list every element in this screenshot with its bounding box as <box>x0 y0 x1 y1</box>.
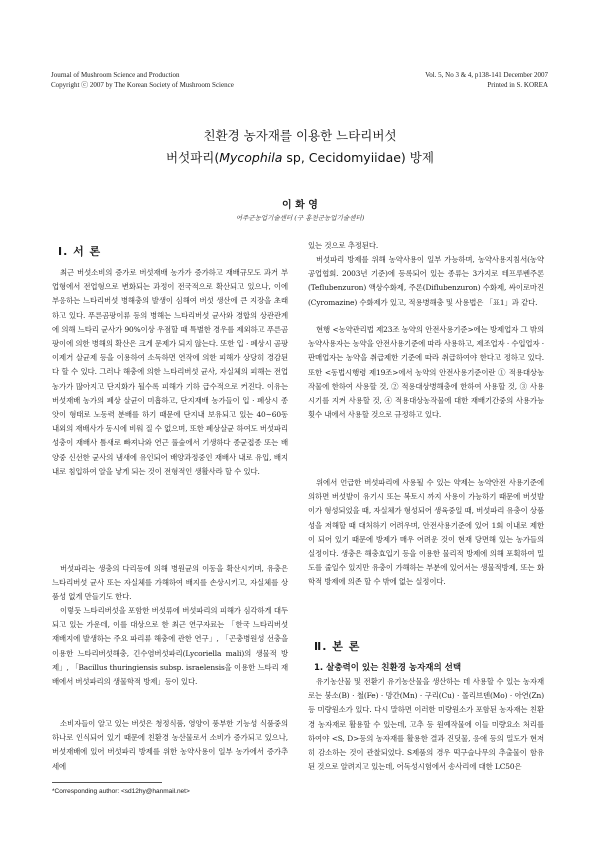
title-pre: 버섯파리( <box>166 150 220 165</box>
intro-paragraph-2: 버섯파리는 생충의 다리등에 의해 병원균의 이동을 확산시키며, 유충은 느타리버섯 균사 또는 자실체를 가해하여 배지를 손상시키고, 자실체를 상품성 없게 만들기도 한다. <box>52 564 288 602</box>
subsection-1-heading: 1. 살충력이 있는 친환경 농자재의 선택 <box>314 663 462 673</box>
title-line-2 <box>0 148 600 166</box>
intro-paragraph-1: 최근 버섯소비의 증가로 버섯재배 농가가 증가하고 재배규모도 과거 부업형에서 전업형으로 변화되는 과정이 전국적으로 확산되고 있으나, 이에 부응하는 느타리버섯 병해충의 발생이 심해여 버섯 생산에 큰 지장을 초래하고 있다. 푸른곰팡이류 등의 병해는 느타리버섯 균사와 경합의 상관관계에 의해 느타리 균사가 90%이상 우점할 때 특별한 경우를 제외하고 푸른곰팡이에 의한 병해의 확산은 크게 문제가 되지 않는다. 또한 입 · 폐상시 곰팡이제거 살균제 등을 이용하여 소독하면 연작에 의한 피해가 상당히 경감된다 할 수 있다. 그러나 해충에 의한 느타리버섯 균사, 자실체의 피해는 전업농가가 많아지고 단지화가 될수록 피해가 기하 급수적으로 커진다. 이유는 버섯재배 농가의 폐상 살균이 미흡하고, 단지재배 농가들이 입 · 폐상시 종앗이 형태로 노동력 분배를 하기 때문에 단지내 보유되고 있는 40~60동 내외의 재배사가 동시에 비워 질 수 없으며, 또한 폐상살균 하여도 버섯파리 성충이 재배사 틈새로 빠져나와 연근 풀숲에서 기생하다 종균접종 또는 배양중 신선한 균사의 냄새에 유인되어 배양과정중인 재배사 내로 유입, 배지내로 침입하여 알을 낳게 되는 것이 전형적인 생활사라 할 수 있다. <box>52 268 288 476</box>
right-paragraph-3: 위에서 언급한 버섯파리에 사용될 수 있는 약제는 농약안전 사용기준에 의하면 버섯발이 유기시 또는 복토시 까지 사용이 가능하기 때문에 버섯발이가 형성되었을 때, 자실체가 형성되어 생육중일 때, 버섯파리 유충이 상품성을 저해할 때 대처하기 어려우며, 안전사용기준에 있어 1회 이내로 제한이 되어 있기 때문에 방제가 매우 어려운 것이 현재 당면해 있는 농가들의 실정이다. 생충은 해충효입기 등을 이용한 물리적 방제에 의해 포획하여 밀도를 줄일수 있지만 유충이 가해하는 부분에 있어서는 생물적방제, 또는 화학적 방제에 의존 할 수 밖에 없는 실정이다. <box>308 478 544 587</box>
intro-paragraph-4: 소비자들이 알고 있는 버섯은 청정식품, 영양이 풍부한 기능성 식품중의 하나로 인식되어 있기 때문에 친환경 농산물로서 소비가 증가되고 있으나, 버섯재배에 있어 버섯파리 방제를 위한 농약사용이 일부 농가에서 증가추세에 <box>52 719 288 771</box>
right-paragraph-1: 버섯파리 방제를 위해 농약사용이 일부 가능하며, 농약사용지침서(농약공업협회. 2003년 기준)에 등록되어 있는 종류는 3가지로 테프루벤주론(Teflubenzuron) 액상수화제, 주론(Diflubenzuron) 수화제, 싸이로마진(Cyromazine) 수화제가 있고, 적용병해충 및 사용법은 「표1」과 같다. <box>308 255 544 307</box>
title-genus: Mycophila <box>219 150 283 165</box>
title-post: sp, Cecidomyiidae) 방제 <box>282 150 434 165</box>
corresponding-author-footnote: *Corresponding author: <sd12hy@hanmail.net> <box>52 788 190 795</box>
intro-heading: Ⅰ. 서 론 <box>58 245 102 258</box>
right-paragraph-2: 현행 <농약관리법 제23조 농약의 안전사용기준>에는 방제업자 그 밖의 농약사용자는 농약을 안전사용기준에 따라 사용하고, 제조업자 · 수입업자 · 판매업자는 농약을 취급제한 기준에 따라 취급하여야 한다고 정하고 있다. 또한 <동법시행령 제19조>에서 농약의 안전사용기준이란 ① 적용대상농작물에 한하여 사용할 것, ② 적용대상병해충에 한하여 사용할 것, ③ 사용시기를 지켜 사용할 것, ④ 적용대상농작물에 대한 재배기간중의 사용가능횟수 내에서 사용할 것으로 규정하고 있다. <box>308 325 544 420</box>
footnote-rule <box>52 782 162 783</box>
body-paragraph-1: 유기농산물 및 전환기 유기농산물을 생산하는 데 사용할 수 있는 농자재로는 붕소(B) · 철(Fe) · 망간(Mn) · 구리(Cu) · 몰리브덴(Mo) · 아연(Zn)등 미량원소가 있다. 다시 말하면 이러한 미량원소가 포함된 농자재는 친환경 농자재로 활용할 수 있는데, 고추 등 원예작물에 이들 미량요소 처리를 하여야 <S, D>등의 농자재를 활용한 결과 진딧물, 응애 등의 밀도가 현저히 감소하는 것이 관찰되었다. S제품의 경우 떡구슬나무의 추출물이 함유된 것으로 알려지고 있는데, 어독성시험에서 송사리에 대한 LC50은 <box>308 677 544 772</box>
journal-name: Journal of Mushroom Science and Production <box>51 71 180 79</box>
journal-header-right <box>425 70 548 90</box>
journal-header-left <box>51 70 234 90</box>
right-paragraph-0: 있는 것으로 추정된다. <box>308 241 379 250</box>
author-affiliation: 여주군농업기술센터 (구 홍천군농업기술센터) <box>235 214 365 222</box>
printed-in: Printed in S. KOREA <box>487 81 548 89</box>
copyright-line: Copyright ⓒ 2007 by The Korean Society of Mushroom Science <box>51 81 234 89</box>
intro-paragraph-3: 이렇듯 느타리버섯을 포함한 버섯류에 버섯파리의 피해가 심각하게 대두 되고 있는 가운데, 이를 대상으로 한 최근 연구자료는 「한국 느타리버섯 재배지에 발생하는 주요 파리류 해충에 관한 연구」, 「곤충병원성 선충을 이용한 느타리버섯해충, 긴수염버섯파리(Lycoriella mali)의 생물적 방제」, 「Bacillus thuringiensis subsp. israelensis을 이용한 느타리 재배에서 버섯파리의 생물학적 방제」등이 있다. <box>52 606 288 687</box>
title-line-1: 친환경 농자재를 이용한 느타리버섯 <box>203 128 397 143</box>
volume-info: Vol. 5, No 3 & 4, p138-141 December 2007 <box>425 71 548 79</box>
author-name: 이 화 영 <box>282 200 318 211</box>
body-heading: Ⅱ. 본 론 <box>314 640 361 653</box>
